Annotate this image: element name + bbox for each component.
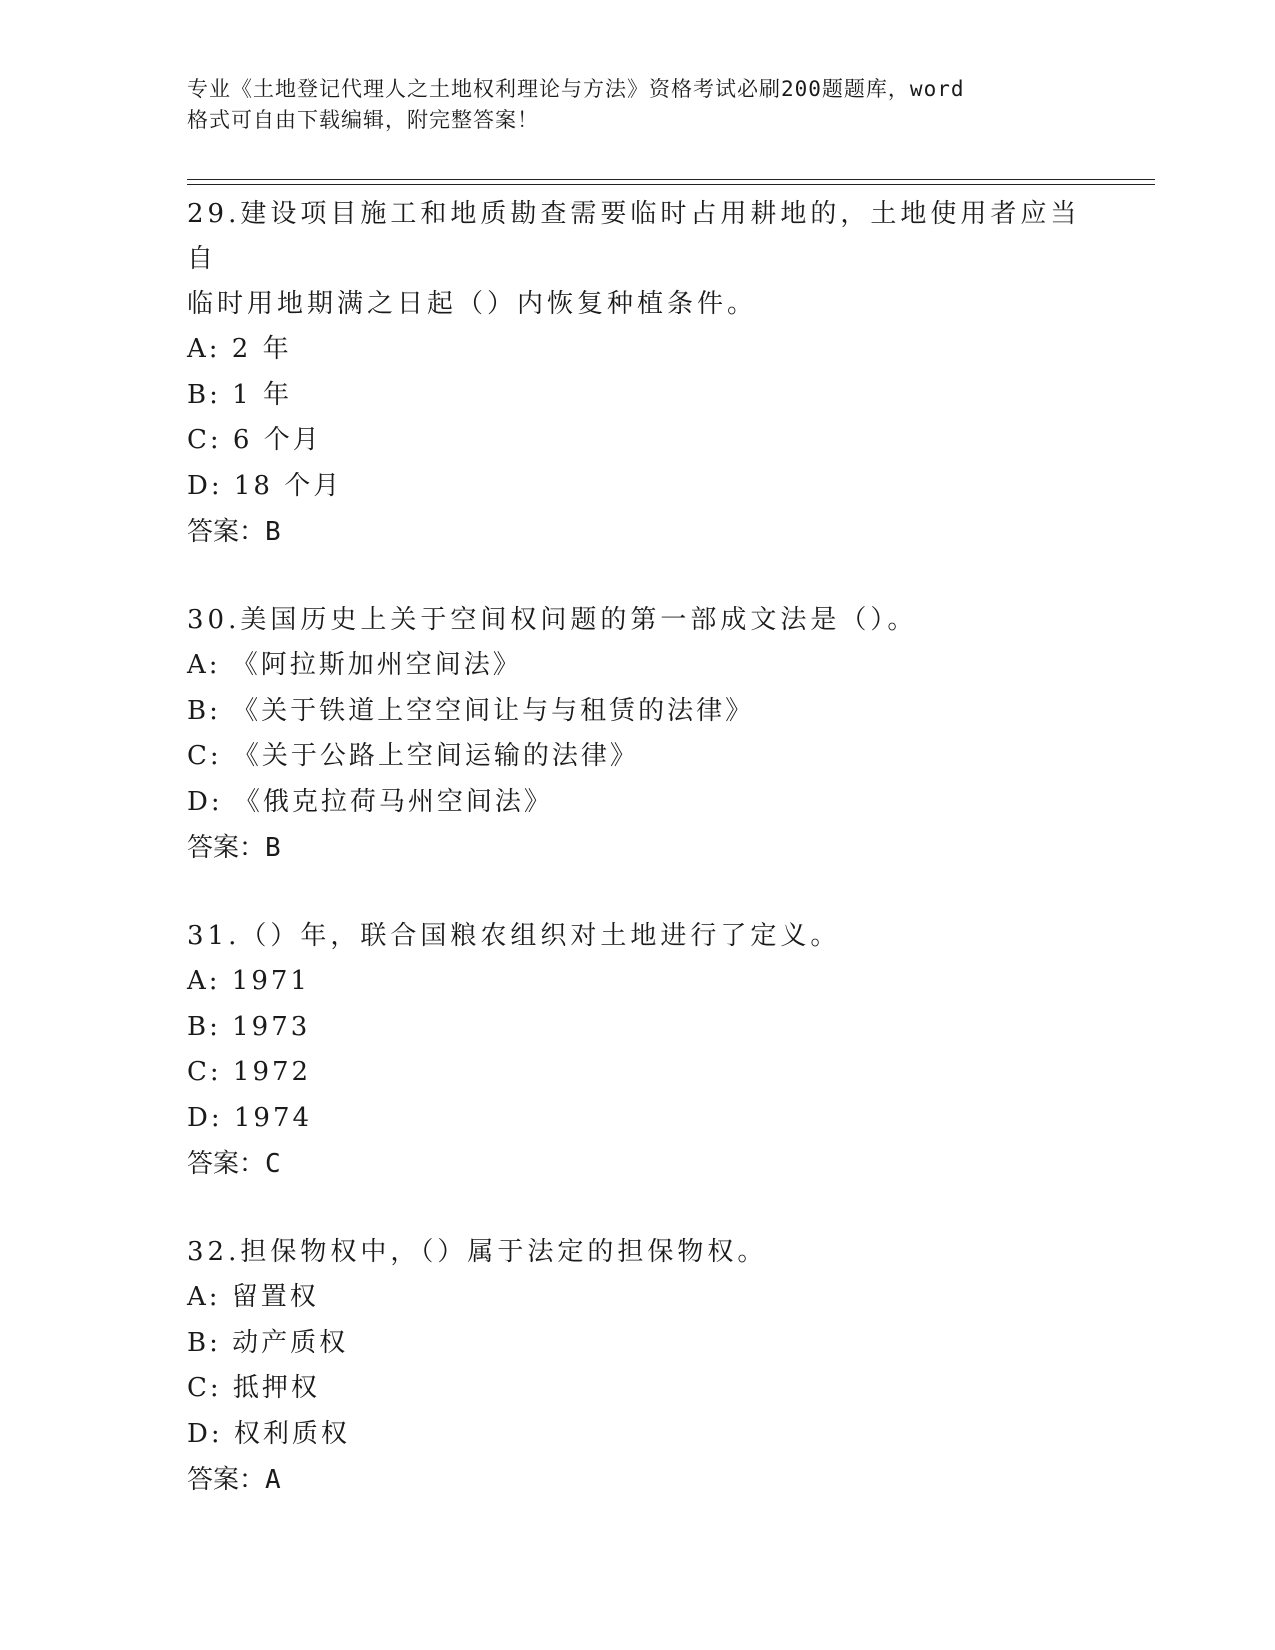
question-spacer (187, 871, 1087, 914)
option-c: C: 《关于公路上空间运输的法律》 (187, 741, 639, 771)
option-b: B: 动产质权 (187, 1327, 349, 1358)
option-a: A: 2 年 (187, 334, 292, 364)
answer: 答案：A (187, 1465, 281, 1495)
question-spacer (187, 1187, 1087, 1230)
option-c: C: 6 个月 (187, 425, 322, 455)
header-line-1: 专业《土地登记代理人之土地权利理论与方法》资格考试必刷200题题库，word (187, 77, 965, 101)
question-stem-continued: 临时用地期满之日起（）内恢复种植条件。 (187, 289, 758, 319)
option-d: D: 权利质权 (187, 1418, 350, 1449)
question-31 (187, 914, 1087, 1187)
option-b: B: 《关于铁道上空空间让与与租赁的法律》 (187, 695, 755, 726)
question-32 (187, 1230, 1087, 1503)
option-d: D: 1974 (187, 1102, 313, 1133)
question-stem: 32.担保物权中，（）属于法定的担保物权。 (187, 1237, 768, 1267)
header-divider-top (187, 179, 1155, 180)
option-a: A: 《阿拉斯加州空间法》 (187, 650, 522, 680)
option-b: B: 1 年 (187, 379, 292, 410)
option-d: D: 《俄克拉荷马州空间法》 (187, 786, 553, 817)
answer: 答案：B (187, 833, 281, 863)
question-stem: 29.建设项目施工和地质勘查需要临时占用耕地的，土地使用者应当自 (187, 199, 1081, 274)
question-30 (187, 598, 1087, 871)
option-a: A: 留置权 (187, 1282, 319, 1312)
header-divider-bottom (187, 184, 1155, 185)
option-d: D: 18 个月 (187, 470, 343, 501)
question-spacer (187, 555, 1087, 598)
answer: 答案：B (187, 517, 281, 547)
option-a: A: 1971 (187, 966, 310, 996)
option-c: C: 1972 (187, 1057, 312, 1087)
question-stem: 30.美国历史上关于空间权问题的第一部成文法是（）。 (187, 605, 918, 635)
option-b: B: 1973 (187, 1011, 311, 1042)
option-c: C: 抵押权 (187, 1373, 320, 1403)
answer: 答案：C (187, 1149, 281, 1179)
question-list (187, 192, 1087, 1503)
question-29 (187, 192, 1087, 555)
header-line-2: 格式可自由下载编辑，附完整答案！ (187, 108, 539, 132)
question-stem: 31.（）年，联合国粮农组织对土地进行了定义。 (187, 921, 841, 951)
document-header (187, 74, 1067, 136)
